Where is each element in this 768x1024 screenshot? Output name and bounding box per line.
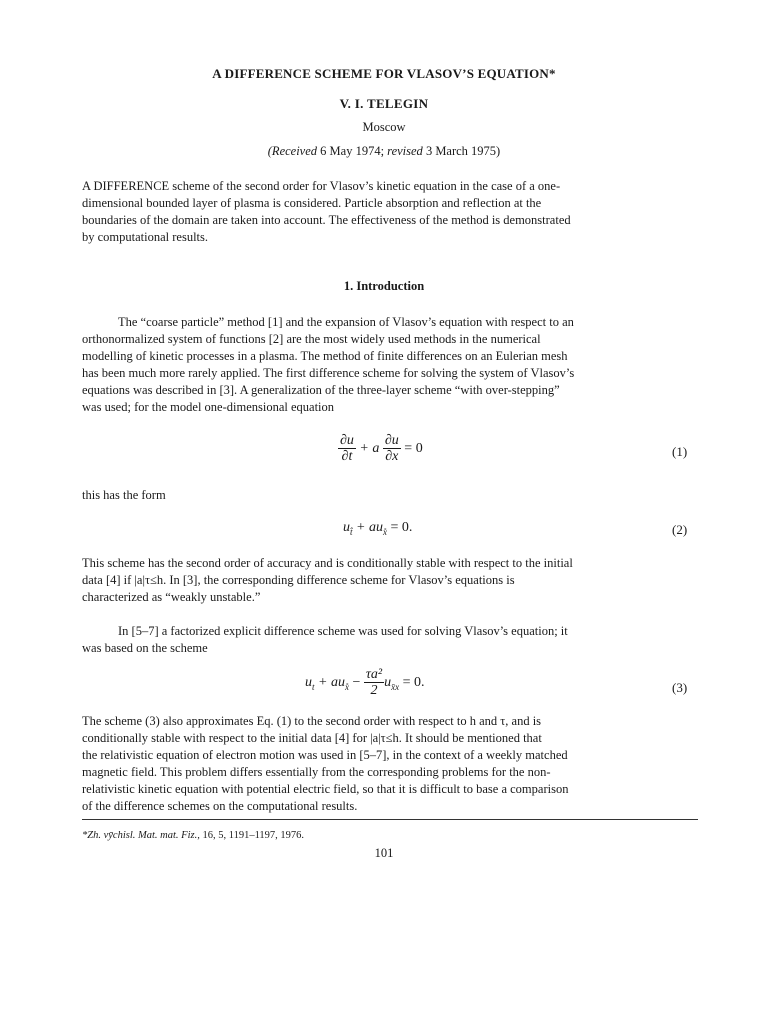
fraction-tau-a2-over-2: $\frac{\text{τa²}}{2}$ — [365, 667, 383, 698]
footnote-journal: *Zh. vȳchisl. Mat. mat. Fiz., — [82, 830, 200, 841]
paragraph-line: orthonormalized system of functions [2] are the most widely used methods in the numerical — [82, 332, 541, 346]
paragraph-line: The “coarse particle” method [1] and the expansion of Vlasov’s equation with respect to an — [118, 315, 574, 329]
paragraph-line: characterized as “weakly unstable.” — [82, 590, 261, 604]
paragraph-line: relativistic kinetic equation with potential electric field, so that it is difficult to base a comparison — [82, 782, 569, 796]
footnote-divider — [82, 819, 698, 820]
paragraph-line: conditionally stable with respect to the initial data [4] for |a|τ≤h. It should be mentioned that — [82, 731, 542, 745]
abstract-line: A DIFFERENCE scheme of the second order for Vlasov’s kinetic equation in the case of a one- — [82, 179, 561, 193]
equation-1-label: (1) — [672, 444, 688, 459]
equation-3: $u_t + au_{x̊}$ − $\frac{\text{τa²}}{2}$ $u_{x̄x} = 0$. — [305, 667, 425, 698]
intro-paragraph-2 — [82, 555, 682, 606]
paragraph-line: equations was described in [3]. A generalization of the three-layer scheme “with over-stepping” — [82, 383, 560, 397]
paragraph-line: The scheme (3) also approximates Eq. (1) to the second order with respect to h and τ, and is — [82, 714, 542, 728]
paragraph-line: This scheme has the second order of accuracy and is conditionally stable with respect to the initial — [82, 556, 573, 570]
footnote — [82, 830, 304, 841]
intro-paragraph-1 — [82, 314, 682, 416]
author-name: V. I. TELEGIN — [339, 96, 429, 111]
footnote-reference: 16, 5, 1191–1197, 1976. — [199, 830, 305, 841]
abstract-line: dimensional bounded layer of plasma is considered. Particle absorption and reflection at the — [82, 196, 542, 210]
equation-1: $\frac{\partial u}{\partial t}$ + a $\frac{\partial u}{\partial x}$ = 0 — [340, 433, 423, 464]
intro-paragraph-4 — [82, 713, 682, 815]
revised-date: 3 March 1975) — [425, 144, 501, 158]
equation-2-label: (2) — [672, 522, 688, 537]
paragraph-line: magnetic field. This problem differs essentially from the corresponding problems for the non- — [82, 765, 551, 779]
paragraph-line: In [5–7] a factorized explicit difference scheme was used for solving Vlasov’s equation; it — [118, 624, 568, 638]
equation-2: $u_{t̂} + au_{x̊} = 0$. — [343, 520, 413, 537]
paragraph-line: of the difference schemes on the computational results. — [82, 799, 358, 813]
abstract — [82, 178, 682, 246]
paragraph-line: data [4] if |a|τ≤h. In [3], the corresponding difference scheme for Vlasov’s equations is — [82, 573, 515, 587]
fraction-du-dt: $\frac{\partial u}{\partial t}$ — [340, 433, 354, 464]
abstract-line: by computational results. — [82, 230, 209, 244]
received-label: (Received — [267, 144, 318, 158]
author-location: Moscow — [362, 120, 406, 134]
page-number: 101 — [374, 846, 394, 860]
paragraph-line: was used; for the model one-dimensional equation — [82, 400, 335, 414]
revised-label: revised — [387, 144, 423, 158]
paper-title: A DIFFERENCE SCHEME FOR VLASOV’S EQUATION* — [212, 66, 556, 81]
equation-3-label: (3) — [672, 680, 688, 695]
intro-paragraph-3 — [82, 623, 682, 657]
section-heading: 1. Introduction — [343, 279, 425, 293]
abstract-line: boundaries of the domain are taken into account. The effectiveness of the method is demonstrated — [82, 213, 571, 227]
paragraph-line: the relativistic equation of electron motion was used in [5–7], in the context of a weekly matched — [82, 748, 568, 762]
transition-text: this has the form — [82, 488, 166, 502]
paragraph-line: has been much more rarely applied. The first difference scheme for solving the system of Vlasov’s — [82, 366, 575, 380]
fraction-du-dx: $\frac{\partial u}{\partial x}$ — [384, 433, 399, 464]
received-date: 6 May 1974; — [320, 144, 385, 158]
paragraph-line: modelling of kinetic processes in a plasma. The method of finite differences on an Eulerian mesh — [82, 349, 568, 363]
paragraph-line: was based on the scheme — [82, 641, 208, 655]
received-dates — [0, 144, 768, 159]
